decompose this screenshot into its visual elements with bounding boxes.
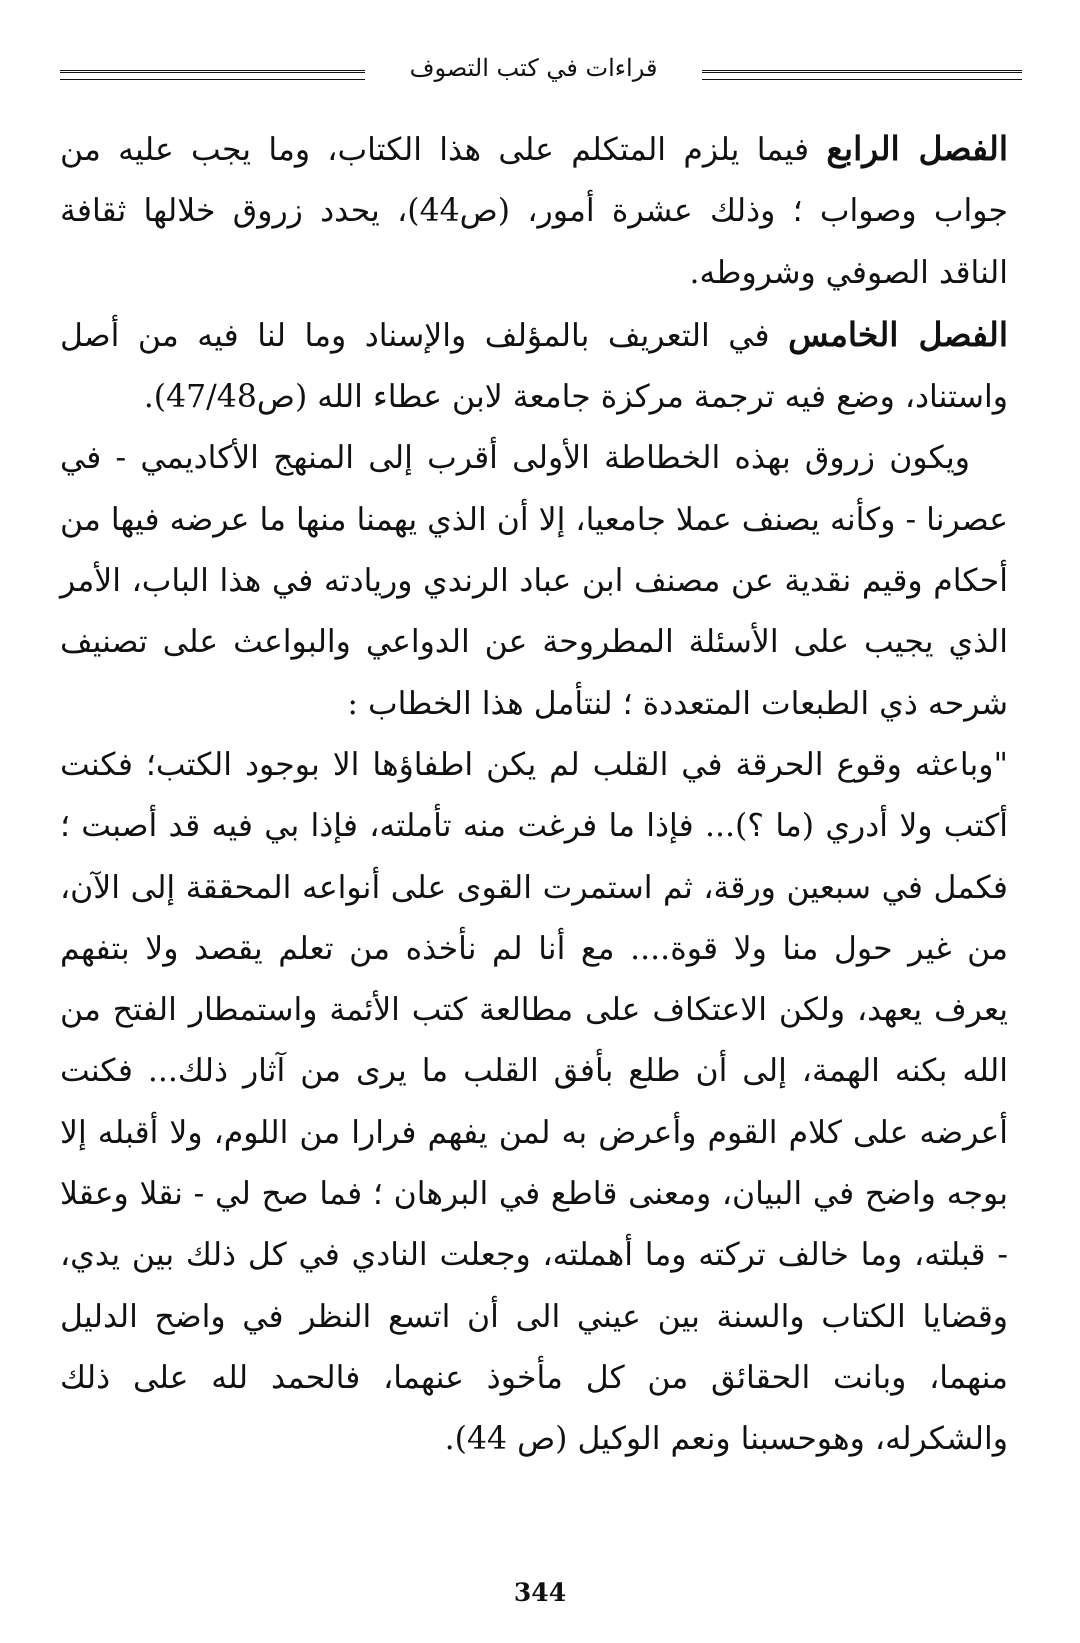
paragraph-commentary: ويكون زروق بهذه الخطاطة الأولى أقرب إلى المنهج الأكاديمي - في عصرنا - وكأنه يصنف عملا جامعيا، إلا أن الذي يهمنا منها ما عرضه فيها من أحكام وقيم نقدية عن مصنف ابن عباد الرندي وريادته في هذا الباب، الأمر الذي يجيب على الأسئلة المطروحة عن الدواعي والبواعث على تصنيف شرحه ذي الطبعات المتعددة ؛ لنتأمل هذا الخطاب : [60,440,1008,722]
header-rule-right [702,70,1022,80]
running-header [60,50,1022,90]
running-header-title: قراءات في كتب التصوف [409,54,658,82]
page-number: 344 [513,1578,567,1607]
paragraph-chapter-five [60,304,1008,429]
paragraph-quotation: "وباعثه وقوع الحرقة في القلب لم يكن اطفاؤها الا بوجود الكتب؛ فكنت أكتب ولا أدري (ما ؟)... فإذا ما فرغت منه تأملته، فإذا بي فيه قد أصبت ؛ فكمل في سبعين ورقة، ثم استمرت القوى على أنواعه المحققة إلى الآن، من غير حول منا ولا قوة.... مع أنا لم نأخذه من تعلم يقصد ولا بتفهم يعرف يعهد، ولكن الاعتكاف على مطالعة كتب الأئمة واستمطار الفتح من الله بكنه الهمة، إلى أن طلع بأفق القلب ما يرى من آثار ذلك... فكنت أعرضه على كلام القوم وأعرض به لمن يفهم فرارا من اللوم، ولا أقبله إلا بوجه واضح في البيان، ومعنى قاطع في البرهان ؛ فما صح لي - نقلا وعقلا - قبلته، وما خالف تركته وما أهملته، وجعلت النادي في كل ذلك بين يدي، وقضايا الكتاب والسنة بين عيني الى أن اتسع النظر في واضح الدليل منهما، وبانت الحقائق من كل مأخوذ عنهما، فالحمد لله على ذلك والشكرله، وهوحسبنا ونعم الوكيل (ص 44). [60,746,1008,1458]
body-text [60,118,1008,1471]
chapter-heading: الفصل الخامس [788,314,1008,354]
paragraph-text: فيما يلزم المتكلم على هذا الكتاب، وما يجب عليه من جواب وصواب ؛ وذلك عشرة أمور، (ص44)، يحدد زروق خلالها ثقافة الناقد الصوفي وشروطه. [60,132,1008,291]
chapter-heading: الفصل الرابع [826,129,1008,168]
header-rule-left [60,70,365,80]
paragraph-chapter-four [60,118,1008,304]
paragraph-text: في التعريف بالمؤلف والإسناد وما لنا فيه من أصل واستناد، وضع فيه ترجمة مركزة جامعة لابن عطاء الله (ص47/48). [60,317,1008,416]
